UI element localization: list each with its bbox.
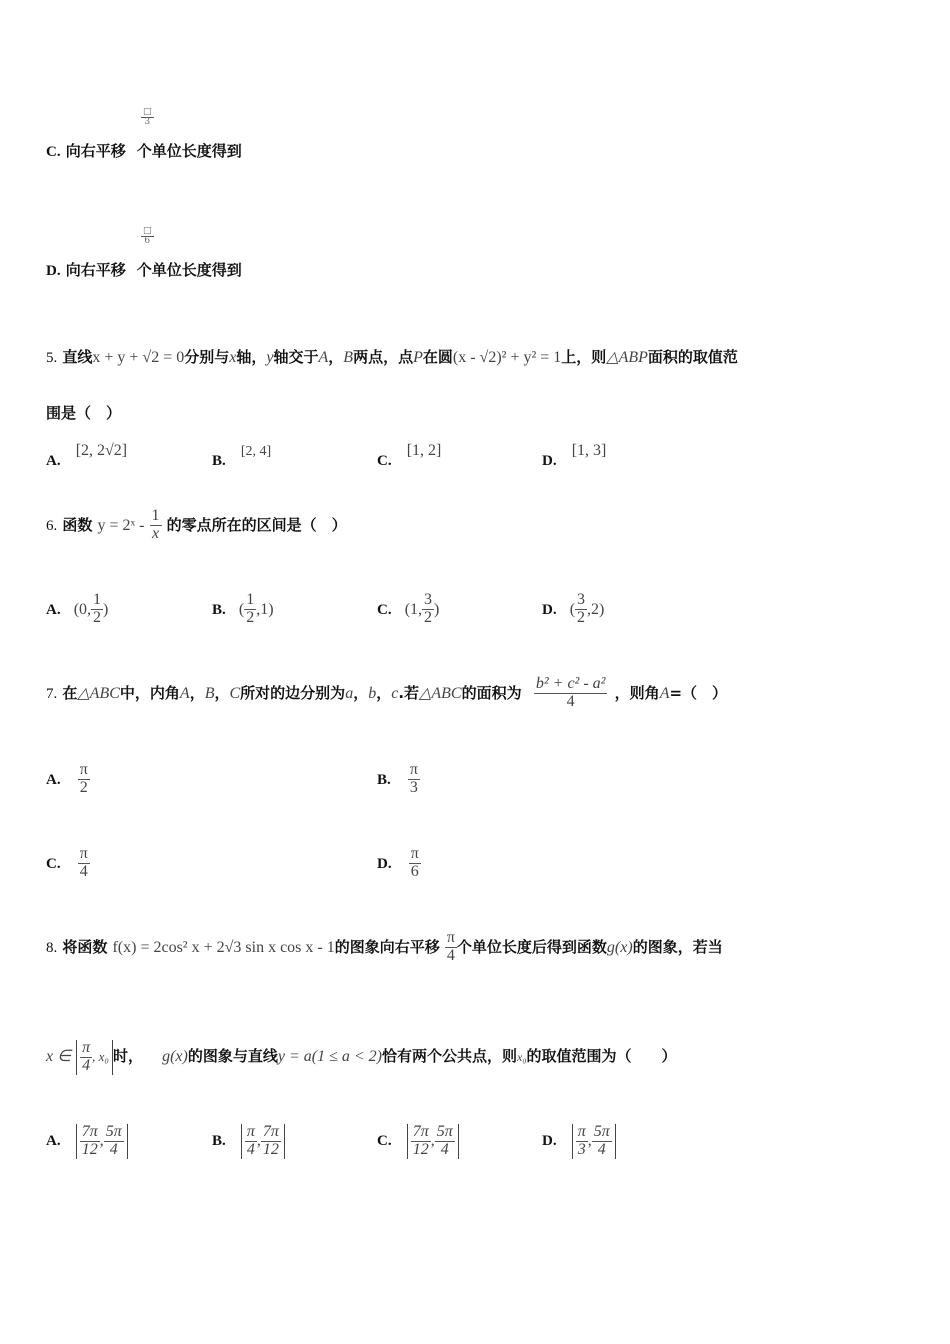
q7-option-d: D. $\frac{\pi}{6}$ [377, 845, 419, 880]
q5-circle-equation: (x - √2)² + y² = 1 [452, 349, 562, 366]
q8-option-d: D. $\frac{\pi}{3}$ , $\frac{5\pi}{4}$ [542, 1124, 616, 1159]
q5-option-a: A. [2, 2√2] [46, 442, 128, 469]
q7-option-b: B. $\frac{\pi}{3}$ [377, 761, 418, 796]
q8-function: f(x) = 2cos² x + 2√3 sin x cos x - 1 [112, 938, 335, 956]
q4-option-d: □ 6 D. 向右平移 个单位长度得到 [46, 226, 242, 279]
question-8-stem: 8. 将函数 f(x) = 2cos² x + 2√3 sin x cos x - 1的图象向右平移 $\frac{\pi}{4}$ 个单位长度后得到函数g(x)的图象，若当 [46, 929, 723, 964]
q4-option-c: □ 3 C. 向右平移 个单位长度得到 [46, 107, 242, 160]
question-6-stem: 6. 函数 y = 2ˣ - $\frac{1}{x}$ 的零点所在的区间是（ ） [46, 507, 347, 542]
q5-option-d: D. [1, 3] [542, 442, 607, 469]
q4c-fraction: □ 3 [143, 107, 152, 128]
question-5-stem-cont: 围是（ ） [46, 404, 122, 422]
q6-option-d: D. ( $\frac{3}{2}$ ,2) [542, 591, 605, 626]
q8-option-a: A. $\frac{7\pi}{12}$ , $\frac{5\pi}{4}$ [46, 1124, 128, 1159]
question-7-stem: 7. 在△ABC中，内角A，B，C所对的边分别为a，b，c.若△ABC的面积为 $\frac{\text{b² + c² - a²}}{4}$ ，则角A=（ ） [46, 675, 728, 710]
q7-area-fraction: $\frac{\text{b² + c² - a²}}{4}$ [535, 675, 606, 710]
q7-option-a: A. $\frac{\pi}{2}$ [46, 761, 88, 796]
q4d-fraction: □ 6 [143, 226, 152, 247]
q6-func-fraction: $\frac{1}{x}$ [151, 507, 160, 542]
q6-option-b: B. ( $\frac{1}{2}$ ,1) [212, 591, 274, 626]
q7-option-c: C. $\frac{\pi}{4}$ [46, 845, 88, 880]
question-5-stem: 5. 直线x + y + √2 = 0分别与x轴，y轴交于A，B两点，点P在圆(x - √2)² + y² = 1上，则△ABP面积的取值范 [46, 348, 738, 366]
q8-option-c: C. $\frac{7\pi}{12}$ , $\frac{5\pi}{4}$ [377, 1124, 459, 1159]
q6-option-c: C. (1, $\frac{3}{2}$ ) [377, 591, 440, 626]
q5-option-b: B. [2, 4] [212, 444, 272, 469]
question-8-stem-cont: x ∈ $\frac{\pi}{4}$ , x₀ 时， g(x)的图象与直线y = a(1 ≤ a < 2)恰有两个公共点，则x₀的取值范围为（ ） [46, 1039, 677, 1074]
q6-option-a: A. (0, $\frac{1}{2}$ ) [46, 591, 109, 626]
q5-option-c: C. [1, 2] [377, 442, 442, 469]
q5-line-equation: x + y + √2 = 0 [92, 349, 185, 366]
q8-option-b: B. $\frac{\pi}{4}$ , $\frac{7\pi}{12}$ [212, 1124, 285, 1159]
